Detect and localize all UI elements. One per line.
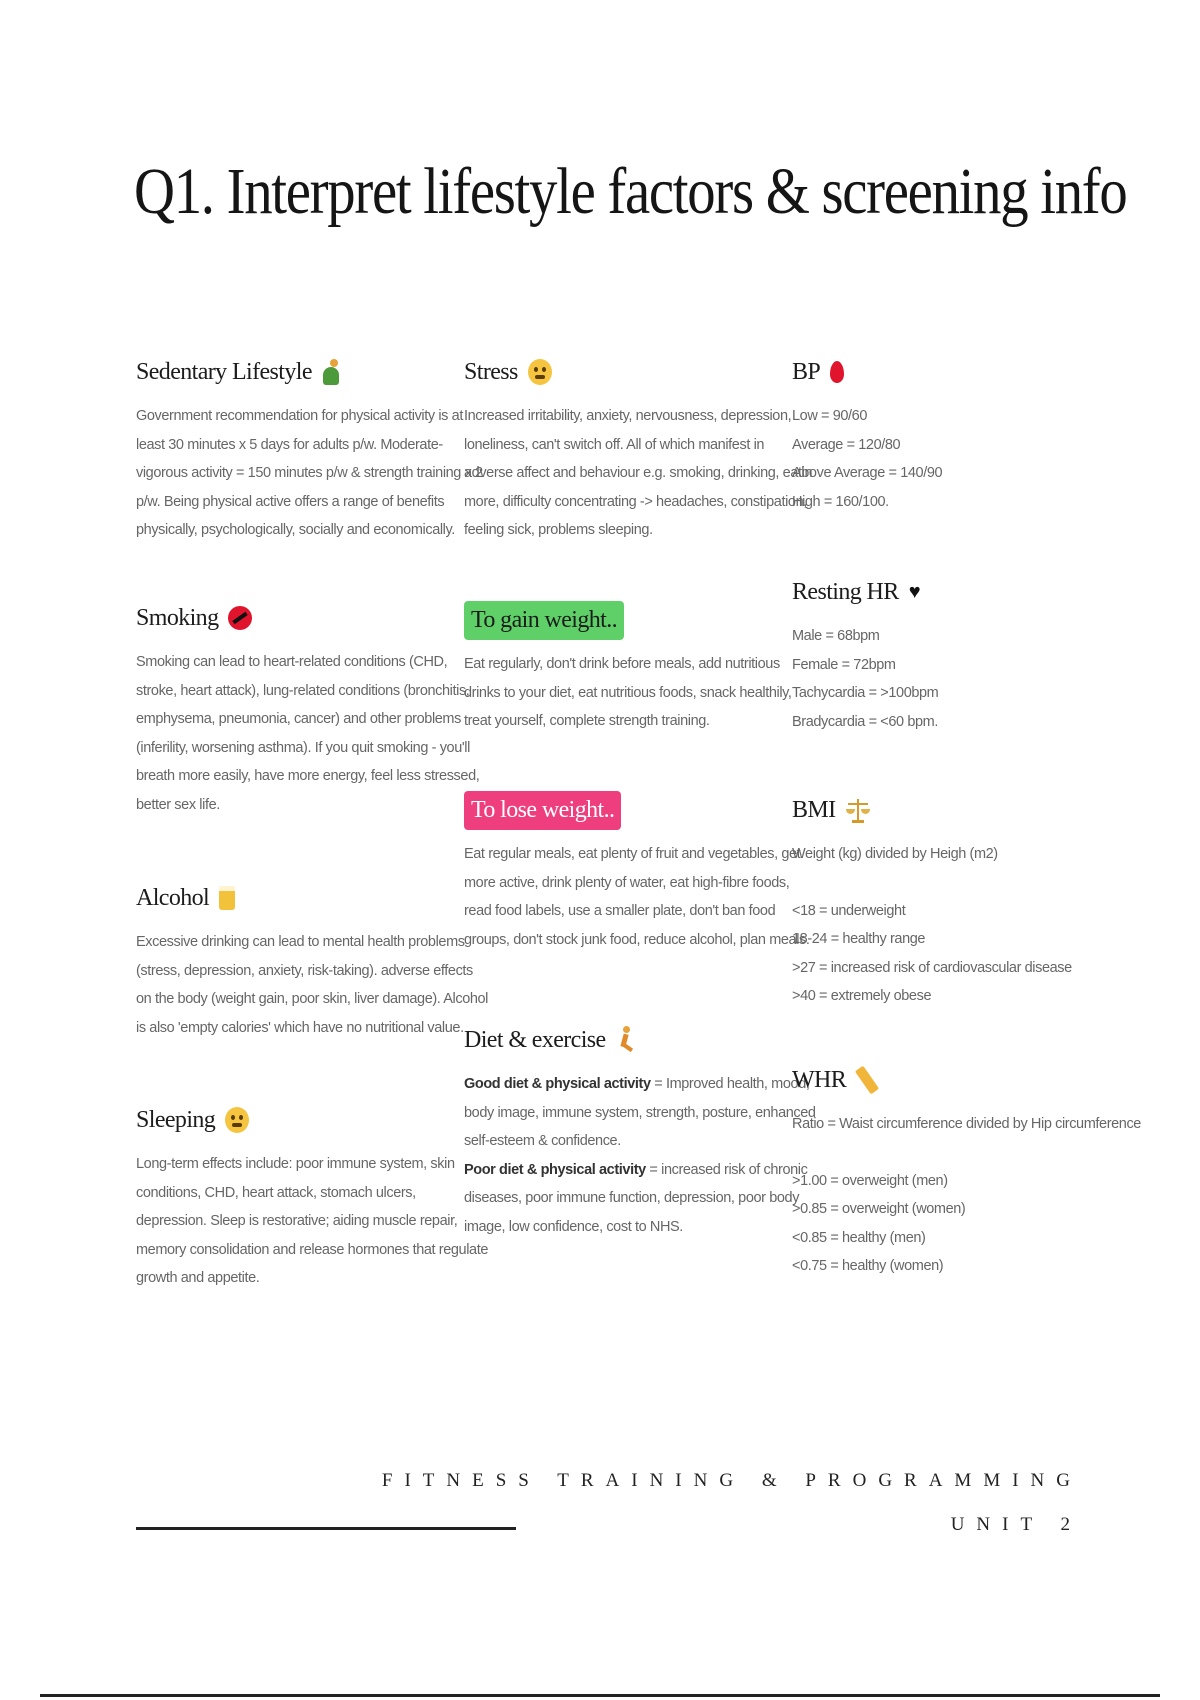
text-line: body image, immune system, strength, posture, enhanced [464,1104,816,1121]
text-line: >1.00 = overweight (men) [792,1172,948,1189]
section-heading: Alcohol [136,884,210,911]
section-body [136,1150,488,1293]
section-smoking [136,598,480,819]
text-line: High = 160/100. [792,493,889,510]
text-line: diseases, poor immune function, depression, poor body [464,1190,800,1206]
text-line: Low = 90/60 [792,408,868,424]
beer-icon [219,886,235,910]
section-body [136,648,480,819]
text-line: Above Average = 140/90 [792,465,943,481]
text-line: emphysema, pneumonia, cancer) and other problems [136,711,461,727]
ruler-icon [855,1066,879,1095]
section-lose-weight [464,790,810,954]
section-gain-weight [464,600,792,736]
text-line: Eat regular meals, eat plenty of fruit and vegetables, get [464,846,801,862]
poor-diet-text: = increased risk of chronic [645,1161,808,1178]
scale-icon [846,797,870,823]
person-icon [322,359,340,385]
section-heading: Smoking [136,604,219,631]
text-line: (inferility, worsening asthma). If you quit smoking - you'll [136,739,470,756]
text-line: p/w. Being physical active offers a range of benefits [136,493,445,510]
text-line: breath more easily, have more energy, feel less stressed, [136,768,480,784]
section-heading: Sleeping [136,1106,216,1133]
text-line: loneliness, can't switch off. All of which manifest in [464,436,765,453]
text-line [464,1156,808,1185]
text-line: stroke, heart attack), lung-related conditions (bronchitis, [136,682,470,699]
text-line: <18 = underweight [792,902,906,919]
text-line: Excessive drinking can lead to mental health problems [136,934,465,950]
blood-drop-icon [830,361,844,383]
text-line: Smoking can lead to heart-related conditions (CHD, [136,654,448,670]
section-alcohol [136,878,489,1042]
section-heading: Resting HR [792,578,899,605]
text-line: Male = 68bpm [792,628,880,644]
section-sleeping [136,1100,488,1293]
text-line: Ratio = Waist circumference divided by Hip circumference [792,1116,1141,1132]
section-whr [792,1060,1141,1281]
text-line: memory consolidation and release hormones that regulate [136,1241,488,1258]
section-heading: Diet & exercise [464,1026,606,1053]
text-line: read food labels, use a smaller plate, don't ban food [464,903,776,919]
text-line: >0.85 = overweight (women) [792,1201,966,1217]
text-line: >40 = extremely obese [792,988,932,1004]
page-title: Q1. Interpret lifestyle factors & screening info [134,155,1127,228]
footer-divider [136,1527,516,1530]
text-line: Bradycardia = <60 bpm. [792,713,938,730]
section-body [464,840,810,954]
highlight-heading: To gain weight.. [464,601,624,640]
section-body [464,402,813,545]
text-line: is also 'empty calories' which have no nutritional value. [136,1019,464,1036]
section-heading: Stress [464,358,518,385]
anxious-face-icon [528,359,552,385]
text-line: feeling sick, problems sleeping. [464,522,653,538]
poor-diet-label: Poor diet & physical activity [464,1161,646,1178]
section-heading: WHR [792,1066,847,1093]
text-line: image, low confidence, cost to NHS. [464,1218,683,1235]
section-sedentary-lifestyle [136,352,483,545]
text-line: Average = 120/80 [792,436,901,453]
good-diet-label: Good diet & physical activity [464,1076,651,1092]
text-line: Tachycardia = >100bpm [792,685,939,701]
footer-title: FITNESS TRAINING & PROGRAMMING [381,1470,1082,1491]
text-line: more, difficulty concentrating -> headaches, constipation, [464,493,807,510]
text-line: better sex life. [136,796,220,813]
section-heading: BP [792,358,821,385]
text-line: adverse affect and behaviour e.g. smoking, drinking, eatin [464,465,813,481]
text-line: treat yourself, complete strength training. [464,713,710,729]
text-line: conditions, CHD, heart attack, stomach ulcers, [136,1184,416,1201]
section-body [136,928,489,1042]
text-line: >27 = increased risk of cardiovascular disease [792,959,1072,976]
no-smoking-icon [228,606,252,630]
section-bp [792,352,1084,516]
text-line: physically, psychologically, socially and economically. [136,522,455,538]
highlight-heading: To lose weight.. [464,791,621,830]
section-diet-exercise [464,1020,816,1241]
section-bmi [792,790,1084,1011]
text-line: (stress, depression, anxiety, risk-taking). adverse effects [136,962,473,979]
text-line: self-esteem & confidence. [464,1133,621,1149]
section-body [792,402,1084,516]
heart-icon: ♥ [908,581,921,603]
good-diet-text: = Improved health, mood, [650,1076,810,1092]
text-line: Eat regularly, don't drink before meals, add nutritious [464,656,780,672]
text-line [464,1070,810,1099]
text-line: drinks to your diet, eat nutritious foods, snack healthily, [464,684,792,701]
text-line: Female = 72bpm [792,656,896,673]
runner-icon [616,1026,636,1054]
text-line: Long-term effects include: poor immune system, skin [136,1156,455,1172]
text-line: 18-24 = healthy range [792,931,926,947]
text-line: more active, drink plenty of water, eat high-fibre foods, [464,874,790,891]
section-resting-hr [792,572,1084,736]
section-body [792,840,1084,1011]
text-line: growth and appetite. [136,1270,260,1286]
section-body [464,1070,816,1241]
text-line: vigorous activity = 150 minutes p/w & strength training x 2 [136,465,483,481]
text-line: on the body (weight gain, poor skin, liver damage). Alcohol [136,991,489,1007]
section-body [136,402,483,545]
text-line: depression. Sleep is restorative; aiding muscle repair, [136,1213,458,1229]
text-line: groups, don't stock junk food, reduce alcohol, plan meals. [464,931,810,948]
section-heading: Sedentary Lifestyle [136,358,312,385]
page-bottom-divider [40,1694,1160,1697]
text-line: Government recommendation for physical activity is at [136,408,463,424]
text-line: <0.75 = healthy (women) [792,1258,944,1274]
sleepy-face-icon [225,1107,249,1133]
text-line: Increased irritability, anxiety, nervousness, depression, [464,408,792,424]
footer-subtitle: UNIT 2 [950,1514,1082,1535]
section-body [792,622,1084,736]
section-heading: BMI [792,796,836,823]
text-line: Weight (kg) divided by Heigh (m2) [792,846,998,862]
text-line: least 30 minutes x 5 days for adults p/w. Moderate- [136,436,443,453]
text-line: <0.85 = healthy (men) [792,1229,926,1246]
section-body [464,650,792,736]
section-body [792,1110,1141,1281]
